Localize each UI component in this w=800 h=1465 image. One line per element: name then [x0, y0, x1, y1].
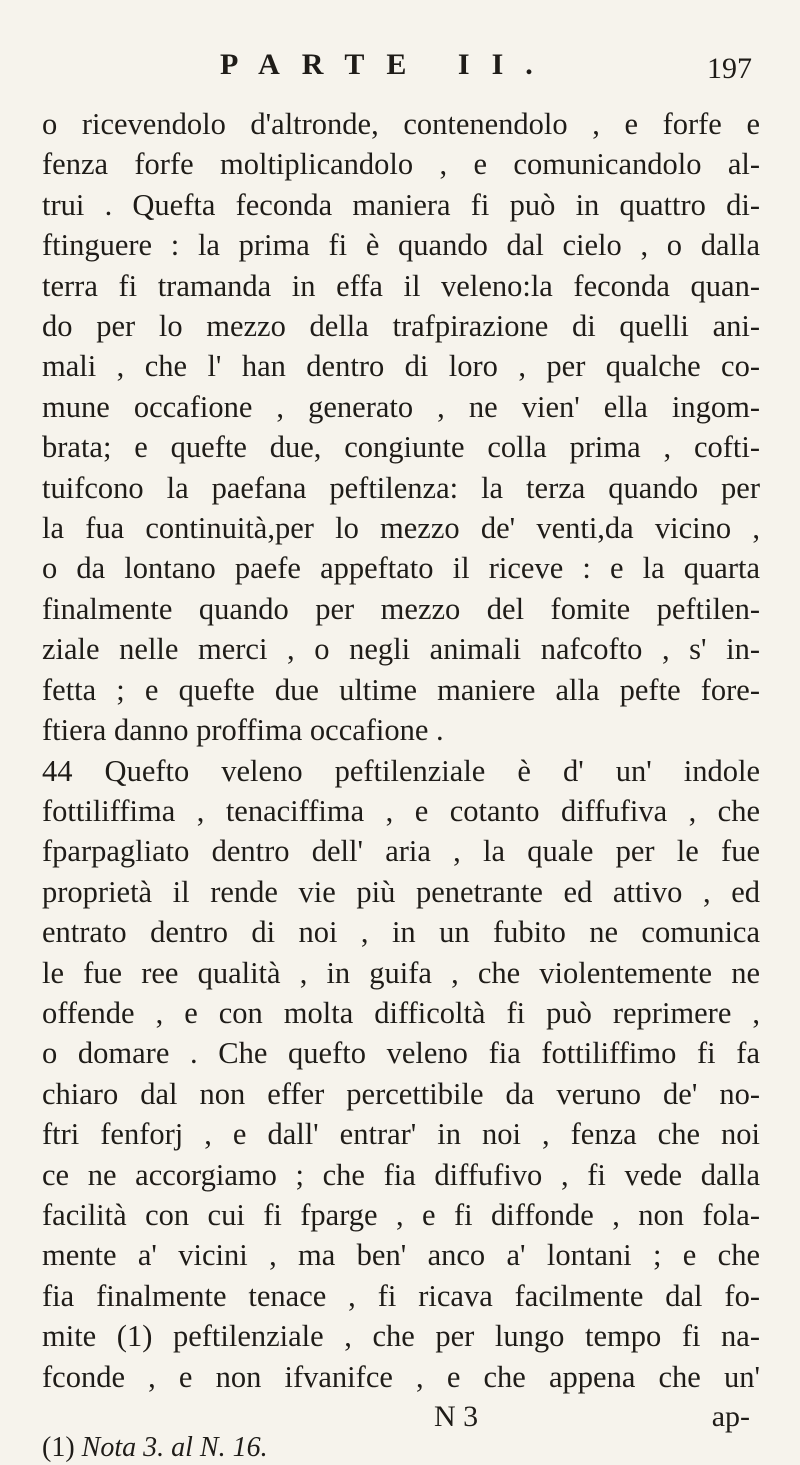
- signature-mark: N 3: [434, 1400, 479, 1433]
- catchword: ap-: [711, 1400, 750, 1433]
- text-line: le fue ree qualità , in guifa , che violentemente ne: [42, 955, 760, 990]
- text-line: mite (1) peftilenziale , che per lungo tempo fi na-: [42, 1319, 760, 1354]
- text-line: ftri fenforj , e dall' entrar' in noi , fenza che noi: [42, 1117, 760, 1152]
- text-line: o da lontano paefe appeftato il riceve : e la quarta: [42, 551, 760, 586]
- text-line: la fua continuità,per lo mezzo de' venti,da vicino ,: [42, 511, 760, 546]
- text-line: offende , e con molta difficoltà fi può reprimere ,: [42, 995, 760, 1030]
- text-line: fenza forfe moltiplicandolo , e comunicandolo al-: [42, 147, 760, 182]
- text-line: o domare . Che quefto veleno fia fottiliffimo fi fa: [42, 1036, 760, 1071]
- text-line: fottiliffima , tenaciffima , e cotanto diffufiva , che: [42, 793, 760, 828]
- text-line: fconde , e non ifvanifce , e che appena che un': [42, 1359, 760, 1394]
- text-line: fetta ; e quefte due ultime maniere alla pefte fore-: [42, 672, 760, 707]
- text-line: mune occafione , generato , ne vien' ella ingom-: [42, 389, 760, 424]
- text-line: terra fi tramanda in effa il veleno:la feconda quan-: [42, 268, 760, 303]
- text-line: 44 Quefto veleno peftilenziale è d' un' indole: [42, 753, 760, 788]
- text-line: tuifcono la paefana peftilenza: la terza quando per: [42, 470, 760, 505]
- footnote-reference: Nota 3. al N. 16.: [81, 1432, 268, 1463]
- text-line: facilità con cui fi fparge , e fi diffonde , non fola-: [42, 1197, 760, 1232]
- text-line: ziale nelle merci , o negli animali nafcofto , s' in-: [42, 632, 760, 667]
- text-line: brata; e quefte due, congiunte colla prima , cofti-: [42, 430, 760, 465]
- text-line: ce ne accorgiamo ; che fia diffufivo , fi vede dalla: [42, 1157, 760, 1192]
- text-line: ftiera danno proffima occafione .: [42, 713, 444, 748]
- text-line: do per lo mezzo della trafpirazione di quelli ani-: [42, 309, 760, 344]
- text-line: ftinguere : la prima fi è quando dal cielo , o dalla: [42, 228, 760, 263]
- running-title: PARTE II.: [220, 48, 555, 81]
- text-line: proprietà il rende vie più penetrante ed attivo , ed: [42, 874, 760, 909]
- text-line: entrato dentro di noi , in un fubito ne comunica: [42, 915, 760, 950]
- signature-line: [42, 1397, 760, 1437]
- text-line: mali , che l' han dentro di loro , per qualche co-: [42, 349, 760, 384]
- page-header: [42, 48, 760, 98]
- page-number: 197: [707, 52, 752, 85]
- text-line: o ricevendolo d'altronde, contenendolo , e forfe e: [42, 107, 760, 141]
- text-line: chiaro dal non effer percettibile da veruno de' no-: [42, 1076, 760, 1111]
- text-line: fparpagliato dentro dell' aria , la quale per le fue: [42, 834, 760, 869]
- text-line: mente a' vicini , ma ben' anco a' lontani ; e che: [42, 1238, 760, 1273]
- text-line: finalmente quando per mezzo del fomite peftilen-: [42, 591, 760, 626]
- body-text: [42, 104, 760, 1397]
- text-line: fia finalmente tenace , fi ricava facilmente dal fo-: [42, 1278, 760, 1313]
- text-line: trui . Quefta feconda maniera fi può in quattro di-: [42, 187, 760, 222]
- footnote-marker: (1): [42, 1432, 75, 1463]
